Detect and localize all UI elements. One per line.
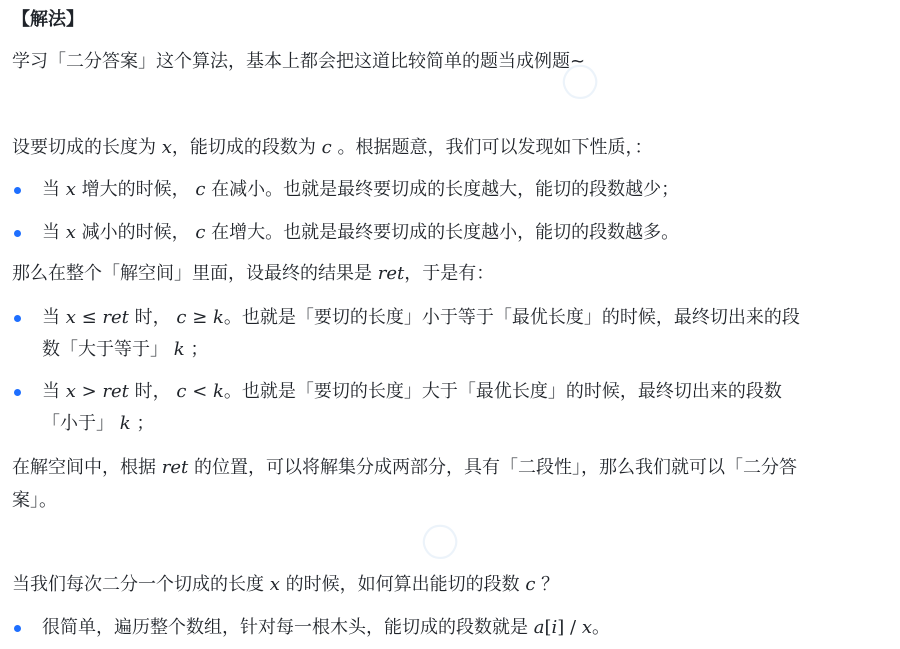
text: ； — [184, 339, 209, 360]
math-c: c — [195, 179, 206, 200]
text: 的位置，可以将解集分成两部分，具有「二段性」，那么我们就可以「二分答 — [188, 457, 797, 478]
math-k: k — [213, 307, 224, 328]
list-item — [12, 616, 610, 640]
math-op: / — [564, 617, 582, 638]
math-c: c — [195, 222, 206, 243]
math-ret: ret — [377, 263, 405, 284]
math-k: k — [173, 339, 185, 360]
math-ret: ret — [102, 381, 129, 402]
math-x: x — [581, 617, 592, 638]
text: 在减小。也就是最终要切成的长度越大，能切的段数越少； — [205, 179, 680, 200]
section-heading: 【解法】 — [12, 9, 84, 30]
math-i: i — [551, 617, 558, 638]
text: ，于是有： — [404, 263, 495, 284]
math-x: x — [65, 179, 76, 200]
text: 那么在整个「解空间」里面，设最终的结果是 — [12, 263, 378, 284]
text: 当我们每次二分一个切成的长度 — [12, 574, 270, 595]
text: 当 — [42, 381, 66, 402]
text: 很简单，遍历整个数组，针对每一根木头，能切成的段数就是 — [42, 617, 534, 638]
text: 减小的时候， — [75, 222, 196, 243]
text: 。也就是「要切的长度」小于等于「最优长度」的时候，最终切出来的段 — [223, 307, 800, 328]
text: 。也就是「要切的长度」大于「最优长度」的时候，最终切出来的段数 — [223, 381, 782, 402]
math-op: ≤ — [75, 307, 103, 328]
math-op: > — [75, 381, 103, 402]
text: ，能切成的段数为 — [171, 137, 322, 158]
text: 设要切成的长度为 — [12, 137, 162, 158]
text: 「小于」 — [42, 413, 120, 434]
list-item — [12, 380, 782, 404]
text: 数「大于等于」 — [42, 339, 174, 360]
math-k: k — [119, 413, 131, 434]
math-c: c — [176, 381, 187, 402]
list-item — [12, 178, 679, 202]
text: 在增大。也就是最终要切成的长度越小，能切的段数越多。 — [205, 222, 680, 243]
text: 时， — [128, 381, 177, 402]
math-x: x — [65, 381, 76, 402]
math-c: c — [321, 137, 332, 158]
list-item — [12, 221, 679, 245]
math-c: c — [525, 574, 536, 595]
math-x: x — [65, 222, 76, 243]
list-item-continuation — [12, 412, 154, 436]
text: 。 — [591, 617, 610, 638]
math-c: c — [176, 307, 187, 328]
text: 增大的时候， — [75, 179, 196, 200]
math-x: x — [65, 307, 76, 328]
list-item — [12, 306, 800, 330]
paragraph — [12, 262, 494, 286]
math-k: k — [213, 381, 224, 402]
text: ？ — [535, 574, 560, 595]
math-op: < — [186, 381, 213, 402]
text: 的时候，如何算出能切的段数 — [279, 574, 526, 595]
math-x: x — [161, 137, 172, 158]
math-bracket: ] — [557, 617, 565, 638]
math-op: ≥ — [186, 307, 213, 328]
math-bracket: [ — [544, 617, 552, 638]
intro-paragraph: 学习「二分答案」这个算法，基本上都会把这道比较简单的题当成例题~ — [12, 51, 586, 72]
math-ret: ret — [102, 307, 129, 328]
list-item-continuation — [12, 338, 208, 362]
math-x: x — [269, 574, 280, 595]
math-ret: ret — [161, 457, 189, 478]
text: ； — [130, 413, 155, 434]
text: 当 — [42, 307, 66, 328]
paragraph-continuation: 案」。 — [12, 490, 57, 511]
paragraph — [12, 573, 559, 597]
math-a: a — [533, 617, 545, 638]
text: 。根据题意，我们可以发现如下性质，： — [331, 137, 653, 158]
text: 时， — [128, 307, 177, 328]
paragraph — [12, 456, 797, 480]
watermark: ◯ — [412, 513, 466, 567]
text: 在解空间中，根据 — [12, 457, 162, 478]
text: 当 — [42, 179, 66, 200]
watermark: ◯ — [552, 53, 606, 107]
setup-paragraph — [12, 136, 652, 160]
text: 当 — [42, 222, 66, 243]
